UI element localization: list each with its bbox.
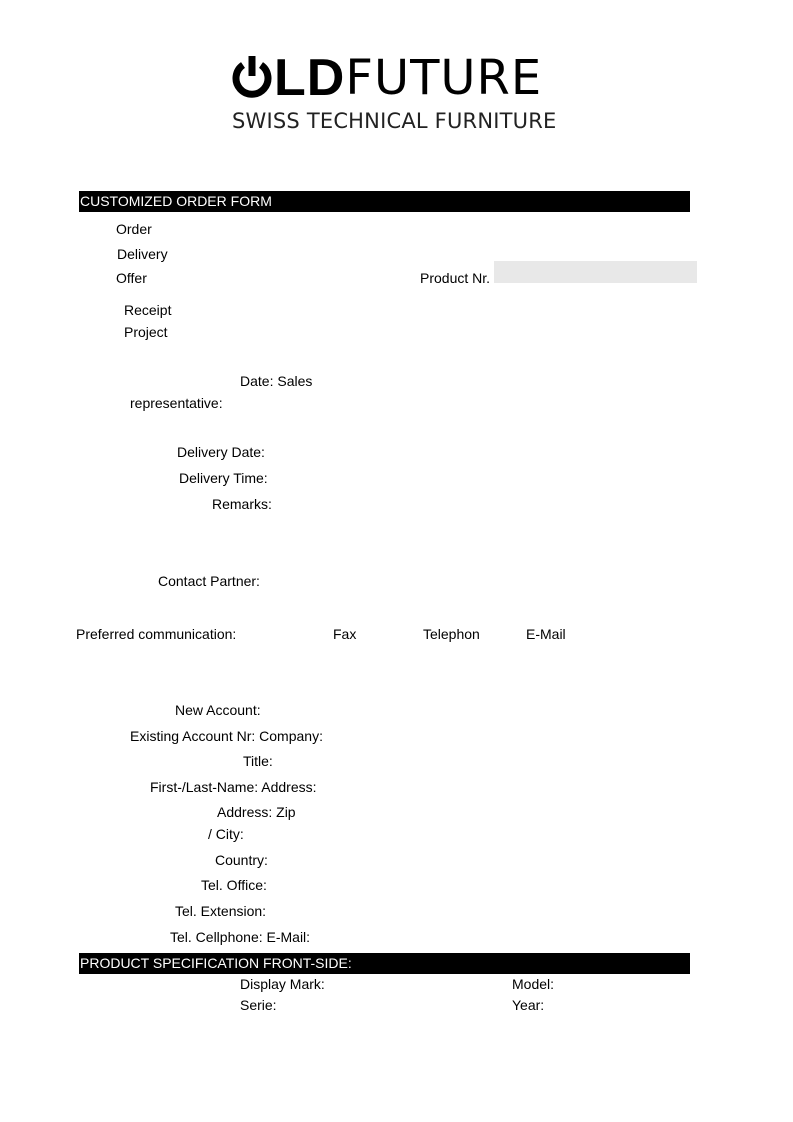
product-nr-field[interactable] bbox=[494, 261, 697, 283]
sales-representative-label: representative: bbox=[130, 395, 223, 411]
serie-label: Serie: bbox=[240, 997, 277, 1013]
contact-partner-label: Contact Partner: bbox=[158, 573, 260, 589]
delivery-date-label: Delivery Date: bbox=[177, 444, 265, 460]
existing-account-label: Existing Account Nr: Company: bbox=[130, 728, 323, 744]
type-project-label: Project bbox=[124, 324, 168, 340]
product-spec-header: PRODUCT SPECIFICATION FRONT-SIDE: bbox=[79, 953, 690, 974]
product-nr-label: Product Nr. bbox=[420, 270, 491, 286]
power-icon bbox=[232, 56, 272, 100]
logo-tagline: SWISS TECHNICAL FURNITURE bbox=[232, 109, 557, 133]
new-account-label: New Account: bbox=[175, 702, 261, 718]
title-label: Title: bbox=[243, 753, 273, 769]
tel-cellphone-label: Tel. Cellphone: E-Mail: bbox=[170, 929, 311, 945]
brand-logo bbox=[232, 49, 543, 107]
order-form-header: CUSTOMIZED ORDER FORM bbox=[79, 191, 690, 212]
country-label: Country: bbox=[215, 852, 268, 868]
logo-bold-text: LD bbox=[274, 49, 346, 107]
communication-option-telephon[interactable]: Telephon bbox=[423, 626, 480, 642]
display-mark-label: Display Mark: bbox=[240, 976, 325, 992]
city-label: / City: bbox=[208, 826, 244, 842]
preferred-communication-label: Preferred communication: bbox=[76, 626, 237, 642]
type-receipt-label: Receipt bbox=[124, 302, 172, 318]
tel-extension-label: Tel. Extension: bbox=[175, 903, 267, 919]
remarks-label: Remarks: bbox=[212, 496, 272, 512]
communication-option-fax[interactable]: Fax bbox=[333, 626, 357, 642]
year-label: Year: bbox=[512, 997, 545, 1013]
date-label: Date: Sales bbox=[240, 373, 313, 389]
address-zip-label: Address: Zip bbox=[217, 804, 296, 820]
type-order-label: Order bbox=[116, 221, 152, 237]
logo-thin-text: FUTURE bbox=[345, 50, 543, 106]
model-label: Model: bbox=[512, 976, 555, 992]
delivery-time-label: Delivery Time: bbox=[179, 470, 268, 486]
type-delivery-label: Delivery bbox=[117, 246, 168, 262]
name-label: First-/Last-Name: Address: bbox=[150, 779, 317, 795]
tel-office-label: Tel. Office: bbox=[201, 877, 267, 893]
type-offer-label: Offer bbox=[116, 270, 147, 286]
communication-option-email[interactable]: E-Mail bbox=[526, 626, 566, 642]
